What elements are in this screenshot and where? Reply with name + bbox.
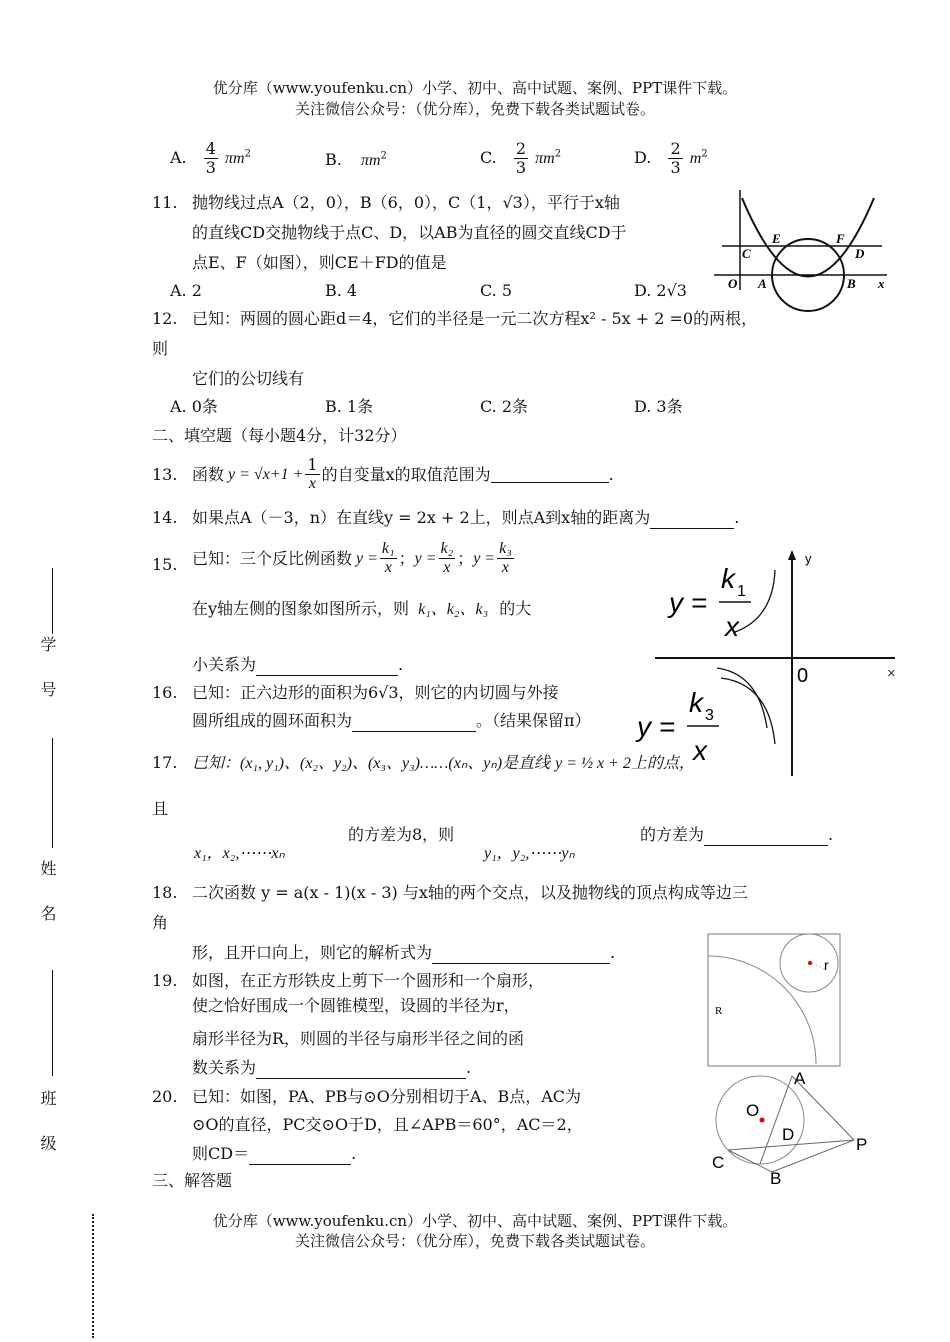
header-line-1: 优分库（www.youfenku.cn）小学、初中、高中试题、案例、PPT课件下载。 bbox=[212, 79, 738, 97]
q15-eq1-k: k bbox=[721, 563, 735, 594]
q20-tangent-pb bbox=[772, 1140, 854, 1172]
q11-number: 11. bbox=[152, 193, 178, 212]
q19-line-3: 扇形半径为R，则圆的半径与扇形半径之间的函 bbox=[192, 1029, 525, 1048]
q11-label-o: O bbox=[728, 276, 738, 291]
footer-line-2: 关注微信公众号：（优分库），免费下载各类试题试卷。 bbox=[294, 1232, 655, 1250]
q11-option-c: C. 5 bbox=[480, 281, 513, 300]
q20-label-a: A bbox=[794, 1069, 806, 1088]
q10-option-d: D. $\frac{2}{3}$ $m^2$ bbox=[634, 139, 708, 177]
banji-label: 班 级 bbox=[38, 1090, 57, 1164]
q11-label-f: F bbox=[836, 231, 845, 246]
q19-center-dot bbox=[808, 961, 812, 965]
q17-number: 17. bbox=[152, 753, 178, 772]
q11-option-d: D. 2√3 bbox=[634, 281, 687, 300]
q16-number: 16. bbox=[152, 683, 178, 702]
q19-number: 19. bbox=[152, 971, 178, 990]
q20-answer-blank[interactable] bbox=[249, 1148, 351, 1165]
q19-square bbox=[708, 934, 840, 1066]
q15-eq1-lhs: y = bbox=[669, 587, 708, 618]
q17-line-1: 已知：(x₁, y₁)、(x₂、y₂)、(x₃、y₃)……(xₙ、yₙ)是直线 y = ½ x + 2上的点， bbox=[192, 755, 695, 772]
q17-line-2a: 的方差为8，则 bbox=[348, 825, 455, 844]
q17-line-1b: 且 bbox=[152, 799, 169, 818]
q18-answer-blank[interactable] bbox=[432, 947, 610, 964]
q11-label-x: x bbox=[878, 276, 885, 291]
q10-option-a: A. $\frac{4}{3}$ $\pi m^2$ bbox=[170, 139, 251, 177]
q19-answer-blank[interactable] bbox=[256, 1062, 466, 1079]
q20-label-c: C bbox=[712, 1153, 725, 1172]
xingming-label: 姓 名 bbox=[38, 860, 57, 934]
q20-number: 20. bbox=[152, 1087, 178, 1106]
q11-label-d: D bbox=[855, 246, 865, 261]
q20-label-b: B bbox=[770, 1169, 782, 1188]
xuehao-line bbox=[52, 568, 53, 634]
q12-option-a: A. 0条 bbox=[170, 397, 218, 416]
q19-line-2: 使之恰好围成一个圆锥模型，设圆的半径为r， bbox=[192, 996, 520, 1015]
section-2-title: 二、填空题（每小题4分，计32分） bbox=[152, 426, 407, 445]
q11-option-b: B. 4 bbox=[325, 281, 358, 300]
q19-label-r: r bbox=[824, 957, 829, 973]
q16-answer-blank[interactable] bbox=[352, 715, 476, 732]
q15-eq3-k: k bbox=[689, 687, 703, 718]
q11-parabola-figure bbox=[712, 190, 898, 292]
q12-line-2: 它们的公切线有 bbox=[192, 369, 305, 388]
q14-number: 14. bbox=[152, 508, 178, 527]
q12-option-d: D. 3条 bbox=[634, 397, 683, 416]
q15-eq3-ksub: 3 bbox=[705, 707, 714, 724]
q17-line-2b: 的方差为 . bbox=[640, 825, 834, 844]
q20-label-o: O bbox=[746, 1101, 760, 1120]
q15-curve-k1 bbox=[735, 570, 775, 632]
q15-y-label: y bbox=[805, 551, 812, 566]
q17-answer-blank[interactable] bbox=[704, 829, 828, 846]
q14-answer-blank[interactable] bbox=[650, 512, 734, 529]
q20-label-d: D bbox=[782, 1125, 795, 1144]
q15-x-label: × bbox=[887, 665, 896, 682]
q13-body: 函数 y = √x+1 + $\frac{1}{x}$ 的自变量x的取值范围为 . bbox=[192, 455, 614, 492]
section-3-title: 三、解答题 bbox=[152, 1171, 233, 1190]
q15-origin-label: 0 bbox=[797, 665, 809, 687]
q15-eq1-ksub: 1 bbox=[737, 583, 746, 600]
q19-line-1: 如图，在正方形铁皮上剪下一个圆形和一个扇形， bbox=[192, 971, 545, 990]
q17-xs: x₁，x₂,⋯⋯xₙ bbox=[194, 845, 285, 862]
q12-number: 12. bbox=[152, 309, 178, 328]
q15-eq1-x: x bbox=[725, 611, 739, 642]
q20-tangent-figure bbox=[706, 1064, 886, 1192]
xingming-line bbox=[52, 738, 53, 848]
q19-square-figure bbox=[706, 932, 842, 1068]
q15-curve-k3 bbox=[721, 678, 775, 744]
q20-center-dot bbox=[760, 1118, 765, 1123]
q10-a-label: A. bbox=[170, 148, 187, 167]
q13-number: 13. bbox=[152, 465, 178, 484]
q16-line-2: 圆所组成的圆环面积为 。（结果保留π） bbox=[192, 711, 591, 730]
q11-line-3: 点E、F（如图），则CE＋FD的值是 bbox=[192, 253, 447, 272]
q14-body: 如果点A（－3，n）在直线y = 2x + 2上，则点A到x轴的距离为 . bbox=[192, 508, 740, 527]
q11-label-b: B bbox=[847, 276, 856, 291]
q11-label-e: E bbox=[772, 231, 781, 246]
q15-eq3-x: x bbox=[693, 735, 707, 766]
footer-line-1: 优分库（www.youfenku.cn）小学、初中、高中试题、案例、PPT课件下载。 bbox=[212, 1212, 738, 1230]
q10-a-fraction: $\frac{4}{3}$ bbox=[205, 139, 216, 177]
q12-line-1: 已知：两圆的圆心距d＝4，它们的半径是一元二次方程x² - 5x + 2 =0的两根， bbox=[192, 309, 758, 328]
q16-line-1: 已知：正六边形的面积为6√3，则它的内切圆与外接 bbox=[192, 683, 559, 702]
q15-hyperbola-figure bbox=[637, 548, 905, 780]
q15-line-1: 已知：三个反比例函数 y = $\frac{\text{k₁}}{x}$ ； y = $\frac{\text{k₂}}{x}$ ； y = $\frac{\text{k₃}}{x}$ bbox=[192, 540, 512, 576]
q19-line-4: 数关系为 . bbox=[192, 1058, 472, 1077]
q20-line-2: ⊙O的直径，PC交⊙O于D，且∠APB＝60°，AC＝2， bbox=[192, 1115, 583, 1134]
q18-line-1: 二次函数 y = a(x - 1)(x - 3) 与x轴的两个交点，以及抛物线的顶点构成等边三 bbox=[192, 883, 748, 902]
q15-line-2: 在y轴左侧的图象如图所示，则 k₁、k₂、k₃ 的大 bbox=[192, 599, 532, 618]
q15-number: 15. bbox=[152, 555, 178, 574]
q11-label-c: C bbox=[742, 246, 751, 261]
q20-chord-cb bbox=[728, 1150, 772, 1172]
q18-number: 18. bbox=[152, 883, 178, 902]
q13-answer-blank[interactable] bbox=[491, 466, 609, 483]
q17-ys: y₁，y₂,⋯⋯yₙ bbox=[484, 845, 575, 862]
q10-a-expr: πm bbox=[225, 150, 245, 167]
q11-line-2: 的直线CD交抛物线于点C、D，以AB为直径的圆交直线CD于 bbox=[192, 223, 627, 242]
q20-diameter-ac bbox=[760, 1076, 795, 1164]
q15-answer-blank[interactable] bbox=[256, 659, 398, 676]
q12-line-1b: 则 bbox=[152, 339, 169, 358]
q20-label-p: P bbox=[856, 1135, 868, 1154]
q10-option-c: C. $\frac{2}{3}$ $\pi m^2$ bbox=[480, 139, 562, 177]
xuehao-label: 学 号 bbox=[38, 636, 57, 710]
q18-line-2: 形，且开口向上，则它的解析式为 . bbox=[192, 943, 616, 962]
q11-line-1: 抛物线过点A（2，0），B（6，0），C（1，√3），平行于x轴 bbox=[192, 193, 620, 212]
q11-option-a: A. 2 bbox=[170, 281, 202, 300]
q19-label-R: R bbox=[715, 1005, 723, 1017]
q15-eq3-lhs: y = bbox=[637, 711, 676, 742]
binding-dotted-line bbox=[92, 1214, 94, 1338]
q18-line-1b: 角 bbox=[152, 913, 169, 932]
q11-parabola bbox=[742, 198, 874, 277]
q12-option-c: C. 2条 bbox=[480, 397, 529, 416]
q15-line-3: 小关系为 . bbox=[192, 655, 404, 674]
header-line-2: 关注微信公众号：（优分库），免费下载各类试题试卷。 bbox=[294, 100, 655, 118]
q11-label-a: A bbox=[758, 276, 767, 291]
q20-line-1: 已知：如图，PA、PB与⊙O分别相切于A、B点，AC为 bbox=[192, 1087, 582, 1106]
banji-line bbox=[52, 970, 53, 1076]
q10-option-b: B. $\pi m^2$ bbox=[325, 150, 387, 169]
q19-sector-arc bbox=[708, 956, 816, 1064]
q12-option-b: B. 1条 bbox=[325, 397, 374, 416]
q20-line-3: 则CD＝ . bbox=[192, 1144, 357, 1163]
